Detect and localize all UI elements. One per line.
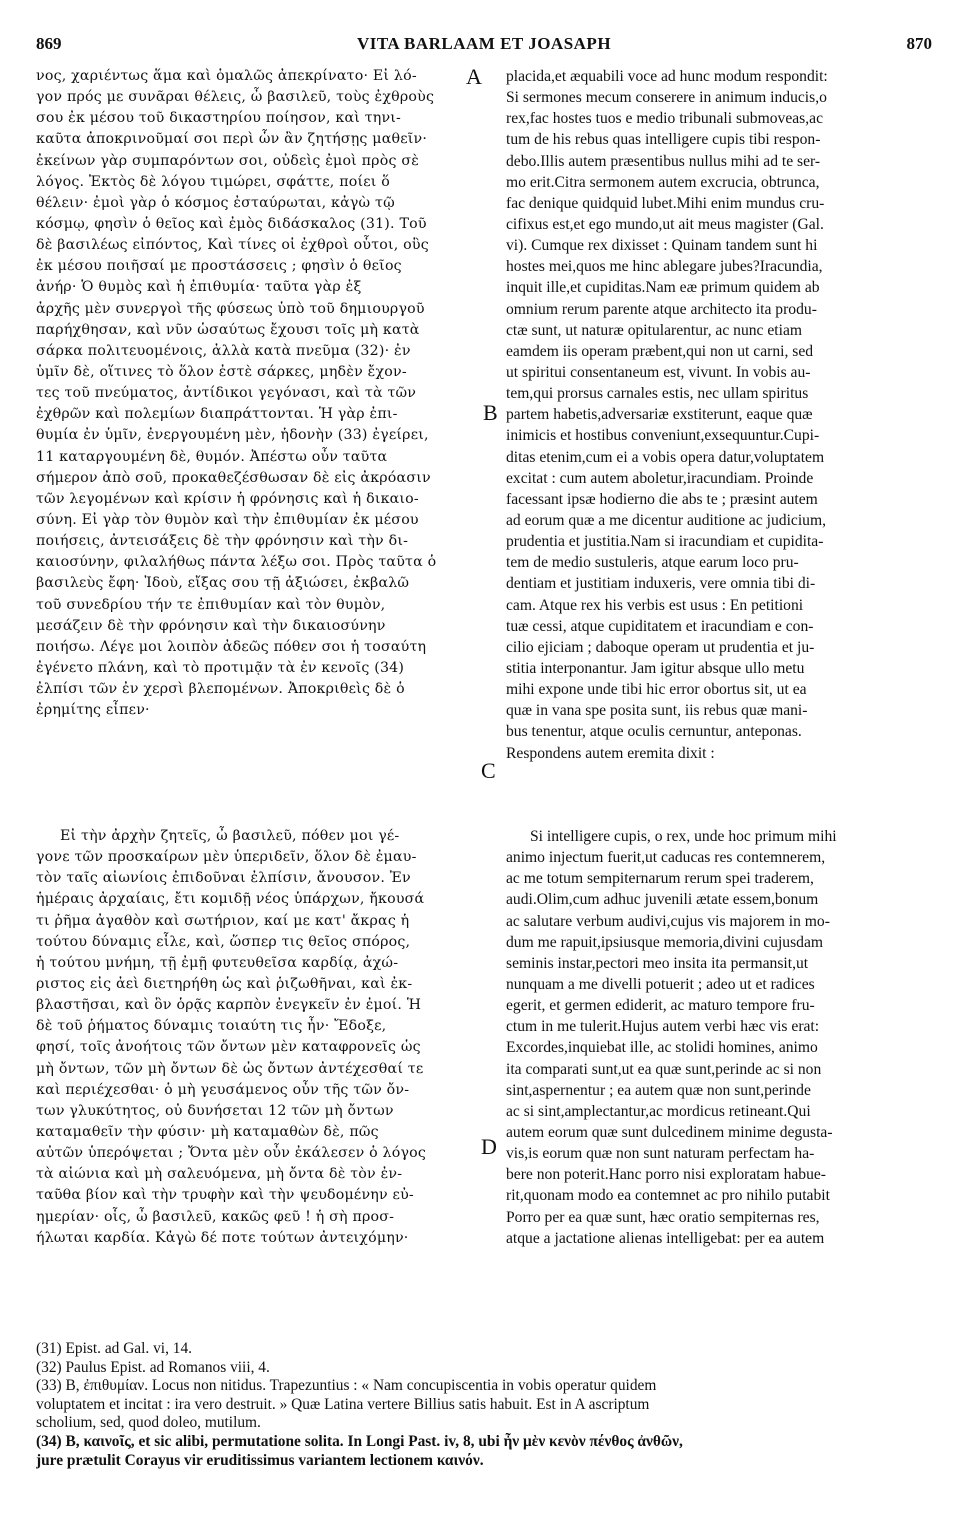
greek-text-line: τι ῥῆμα ἀγαθὸν καὶ σωτήριον, καί με κατ' ἄκρας ἡ: [36, 912, 410, 929]
latin-text-line: excitat : cum autem aboletur,iracundiam. Proinde: [506, 469, 814, 487]
latin-text-line: mo erit.Citra sermonem autem excrucia, obtrunca,: [506, 173, 820, 191]
greek-text-line: ἡ τούτου μνήμη, τῇ ἐμῇ φυτευθεῖσα καρδίᾳ, ἀχώ-: [36, 954, 399, 971]
latin-text-line: omnium rerum parente atque architecto ita produ-: [506, 300, 817, 318]
latin-text-line: inimicis et hostibus conveniunt,exsequuntur.Cupi-: [506, 427, 820, 445]
latin-text-line: bere non poterit.Hanc porro nisi exploratam habue-: [506, 1166, 826, 1184]
greek-text-line: αὐτῶν ὑπερόψεται ; Ὄντα μὲν οὖν ἐκάλεσεν ὁ λόγος: [36, 1145, 427, 1162]
greek-text-line: καὶ περιέχεσθαι· ὁ μὴ γευσάμενος οὖν τῆς τῶν ὄν-: [36, 1081, 410, 1098]
latin-text-line: nunquam a me divelli potuerit ; adeo ut et radices: [506, 975, 815, 993]
latin-text-line: Excordes,inquiebat ille, ac stolidi homines, animo: [506, 1039, 818, 1057]
latin-text-line: placida,et æquabili voce ad hunc modum respondit:: [506, 68, 828, 85]
greek-text-line: ἐρημίτης εἶπεν·: [36, 702, 150, 719]
greek-column-paragraph-2: [36, 826, 488, 1249]
greek-text-line: λόγος. Ἐκτὸς δὲ λόγου τιμώρει, σφάττε, ποίει ὅ: [36, 173, 391, 190]
latin-text-line: ac salutare verbum audivi,cujus vis majorem in mo-: [506, 912, 830, 930]
latin-text-line: ad eorum quæ a me dicentur auditione ac judicium,: [506, 511, 827, 529]
latin-text-line: rex,fac hostes tuos e medio tribunali submoveas,ac: [506, 110, 823, 128]
greek-text-line: καταμαθεῖν τὴν φύσιν· μὴ καταμαθὼν δὲ, πῶς: [36, 1123, 379, 1140]
greek-text-line: σήμερον ἀπὸ σοῦ, προκαθεζέσθωσαν δὲ εἰς ἀκρόασιν: [36, 469, 431, 486]
greek-text-line: γονε τῶν προσκαίρων μὲν ὑπεριδεῖν, ὅλον δὲ ἐμαυ-: [36, 849, 417, 866]
greek-text-line: τοῦ συνεδρίου τήν τε ἐπιθυμίαν καὶ τὸν θυμὸν,: [36, 596, 386, 613]
greek-column-paragraph-1: [36, 66, 488, 721]
latin-text-line: atque a jactatione alienas intelligebat: per ea autem: [506, 1229, 825, 1247]
latin-text-line: ac si sint,amplectantur,ac mordicus retineant.Qui: [506, 1102, 811, 1120]
latin-text-line: fac denique quidquid lubet.Mihi enim mundus cru-: [506, 194, 825, 212]
footnote-line: voluptatem et incitat : ira vero destruit. » Quæ Latina vertere Billius satis habuit. Est in A ascriptum: [36, 1395, 650, 1413]
latin-text-line: stitia interponantur. Jam igitur absque ullo metu: [506, 659, 805, 677]
greek-text-line: μὴ ὄντων, τῶν μὴ ὄντων δὲ ὡς ὄντων ἀντέχεσθαί τε: [36, 1060, 424, 1077]
greek-text-line: ἡμέραις ἀρχαίαις, ἔτι κομιδῇ νέος ὑπάρχων, ἤκουσά: [36, 891, 425, 908]
latin-text-line: Si intelligere cupis, o rex, unde hoc primum mihi: [530, 828, 837, 845]
greek-text-line: γον πρός με συνᾶραι θέλεις, ὦ βασιλεῦ, τοὺς ἐχθροὺς: [36, 89, 435, 106]
latin-text-line: cifixus est,et ego mundo,ut ait meus magister (Gal.: [506, 215, 824, 233]
greek-text-line: των γλυκύτητος, οὐ δυνήσεται 12 τῶν μὴ ὄντων: [36, 1102, 394, 1119]
greek-text-line: ποιήσεις, ἀντεισάξεις δὲ τὴν φρόνησιν καὶ τὴν δι-: [36, 533, 409, 550]
latin-text-line: cilio ejiciam ; daboque operam ut prudentia et ju-: [506, 638, 815, 656]
latin-text-line: audi.Olim,cum adhuc juvenili ætate essem,bonum: [506, 891, 819, 909]
greek-text-line: φησί, τοῖς ἀνοήτοις τῶν ὄντων μὲν καταφρονεῖς ὡς: [36, 1039, 421, 1056]
latin-text-line: tum de his rebus quas intelligere cupis tibi respon-: [506, 131, 821, 149]
greek-text-line: τες τοῦ πνεύματος, ἀντίδικοι γεγόνασι, καὶ τὰ τῶν: [36, 385, 417, 402]
latin-text-line: quæ in vana spe posita sunt, iis rebus quæ mani-: [506, 702, 808, 720]
running-title: VITA BARLAAM ET JOASAPH: [356, 34, 612, 53]
latin-text-line: vis,is eorum quæ non sunt naturam perfectam ha-: [506, 1145, 815, 1163]
greek-text-line: δὲ βασιλέως εἰπόντος, Καὶ τίνες οἱ ἐχθροὶ οὗτοι, οὓς: [36, 237, 429, 254]
greek-text-line: σύνη. Εἰ γὰρ τὸν θυμὸν καὶ τὴν ἐπιθυμίαν ἐκ μέσου: [36, 511, 419, 528]
latin-text-line: inquit ille,et cupiditas.Nam eæ primum quidem ab: [506, 279, 820, 297]
margin-marker-b: B: [483, 400, 498, 425]
latin-text-line: sint,aspernentur ; ea autem quæ non sunt,perinde: [506, 1081, 811, 1099]
greek-text-line: ήλωται καρδία. Κἀγὼ δέ ποτε τούτων ἀντειχόμην·: [36, 1229, 409, 1246]
latin-text-line: vi). Cumque rex dixisset : Quinam tandem sunt hi: [506, 237, 818, 255]
footnote-line: jure prætulit Corayus vir eruditissimus variantem lectionem καινόν.: [36, 1451, 484, 1469]
latin-text-line: prudentia et justitia.Nam si iracundiam et cupidita-: [506, 533, 824, 551]
greek-text-line: δὲ τοῦ ῥήματος δύναμις τοιαύτη τις ἦν· Ἔδοξε,: [36, 1018, 387, 1035]
latin-text-line: dum me rapuit,ipsiusque memoria,divini cujusdam: [506, 933, 824, 951]
footnote-line: (33) B, ἐπιθυμίαν. Locus non nitidus. Trapezuntius : « Nam concupiscentia in vobis operatur quidem: [36, 1377, 657, 1395]
greek-text-line: βλαστῆσαι, καὶ ὃν ὁρᾷς καρπὸν ἐνεγκεῖν ἐν ἐμοί. Ἡ: [36, 997, 422, 1014]
latin-text-line: tuæ cessi, atque cupiditatem et iracundiam e con-: [506, 617, 814, 635]
greek-text-line: παρήχθησαν, καὶ νῦν ὡσαύτως ἔχουσι τοῖς μὴ κατὰ: [36, 321, 420, 338]
greek-text-line: ριστος εἰς ἀεὶ διετηρήθη ὡς καὶ ῥιζωθῆναι, καὶ ἐκ-: [36, 975, 413, 992]
greek-text-line: τούτου δύναμις εἷλε, καὶ, ὥσπερ τις θεῖος σπόρος,: [36, 933, 411, 950]
footnote-line: (31) Epist. ad Gal. vi, 14.: [36, 1340, 193, 1357]
greek-text-line: ἐγένετο πλάνη, καὶ τὸ προτιμᾷν τὰ ἐν κενοῖς (34): [36, 659, 405, 676]
greek-text-line: θέλειν· ἐμοὶ γὰρ ὁ κόσμος ἐσταύρωται, κἀγὼ τῷ: [36, 194, 395, 211]
greek-text-line: θυμία ἐν ὑμῖν, ἐνεργουμένη μὲν, ἡδονὴν (33) ἐγείρει,: [36, 427, 429, 444]
greek-text-line: Εἰ τὴν ἀρχὴν ζητεῖς, ὦ βασιλεῦ, πόθεν μοι γέ-: [60, 828, 400, 844]
latin-text-line: tem de medio sustuleris, atque earum loco pru-: [506, 554, 799, 572]
greek-text-line: νος, χαριέντως ἅμα καὶ ὁμαλῶς ἀπεκρίνατο· Εἰ λό-: [36, 68, 417, 84]
latin-text-line: ctum in me tulerit.Hujus autem verbi hæc vis erat:: [506, 1018, 820, 1036]
greek-text-line: ημερίαν· οἷς, ὦ βασιλεῦ, κακῶς φεῦ ! ἡ σὴ προσ-: [36, 1208, 395, 1225]
latin-text-line: ut spiritui consentaneum est, vivunt. In vobis au-: [506, 363, 811, 381]
latin-text-line: facessant ipsæ hodierno die abs te ; præsint autem: [506, 490, 818, 508]
page-number-left: 869: [36, 34, 62, 53]
latin-text-line: bus tenentur, atque oculis cernuntur, anteponas.: [506, 723, 802, 741]
greek-text-line: σου ἐκ μέσου τοῦ δικαστηρίου ποίησον, καὶ τηνι-: [36, 110, 402, 127]
greek-text-line: καῦτα ἀποκρινοῦμαί σοι περὶ ὧν ἂν ζητήσῃς μαθεῖν·: [36, 131, 428, 148]
greek-text-line: βασιλεὺς ἔφη· Ἰδοὺ, εἴξας σου τῇ ἀξιώσει, ἐκβαλῶ: [36, 575, 410, 592]
greek-text-line: 11 καταργουμένη δὲ, θυμόν. Ἀπέστω οὖν ταῦτα: [36, 448, 388, 465]
latin-text-line: egerit, et germen ediderit, ac maturo tempore fru-: [506, 997, 815, 1015]
latin-text-line: ac me totum sempiternarum rerum spei traderem,: [506, 870, 814, 888]
running-header: [36, 34, 932, 58]
latin-text-line: rit,quonam modo ea contemnet ac pro nihilo putabit: [506, 1187, 830, 1205]
latin-text-line: tem,qui prorsus carnales estis, nec ullam spiritus: [506, 385, 809, 403]
latin-text-line: Si sermones mecum conserere in animum inducis,o: [506, 89, 827, 107]
greek-text-line: τὰ αἰώνια καὶ μὴ σαλευόμενα, μὴ ὄντα δὲ τὸν ἐν-: [36, 1166, 403, 1183]
latin-text-line: autem eorum quæ sunt dulcedinem minime degusta-: [506, 1123, 833, 1141]
latin-text-line: ita comparati sunt,ut ea quæ sunt,perinde ac si non: [506, 1060, 822, 1078]
greek-text-line: ἐκ μέσου ποιῆσαί με προστάσσεις ; φησὶν ὁ θεῖος: [36, 258, 402, 275]
greek-text-line: κόσμῳ, φησὶν ὁ θεῖος καὶ ἐμὸς διδάσκαλος (31). Τοῦ: [36, 215, 427, 232]
greek-text-line: σάρκα πολιτευομένοις, ἀλλὰ κατὰ πνεῦμα (32)· ἐν: [36, 342, 411, 359]
margin-marker-a: A: [466, 64, 482, 89]
latin-text-line: mihi expone unde tibi hic error obortus sit, ut ea: [506, 681, 807, 699]
latin-text-line: eamdem iis operam præbent,qui non ut carni, sed: [506, 342, 814, 360]
greek-text-line: τὸν ταῖς αἰωνίοις ἐπιδοῦναι ἐλπίσιν, ἄνουσον. Ἐν: [36, 870, 411, 887]
latin-column-paragraph-2: [506, 826, 936, 1249]
margin-marker-c: C: [481, 758, 496, 783]
latin-text-line: debo.Illis autem præsentibus nullus mihi ad te ser-: [506, 152, 821, 170]
greek-text-line: καιοσύνην, φιλαλήθως πάντα λέξω σοι. Πρὸς ταῦτα ὁ: [36, 554, 437, 571]
greek-text-line: ἐλπίσι τῶν ἐν χερσὶ βλεπομένων. Ἀποκριθεὶς δὲ ὁ: [36, 681, 405, 698]
footnote-line: (34) B, καινοῖς, et sic alibi, permutatione solita. In Longi Past. iv, 8, ubi ἦν μὲν κενὸν πένθος ἀνθῶν,: [36, 1432, 683, 1450]
greek-text-line: ἀνήρ· Ὁ θυμὸς καὶ ἡ ἐπιθυμία· ταῦτα γὰρ ἐξ: [36, 279, 362, 296]
latin-text-line: seminis instar,pectori meo insita ita permansit,ut: [506, 954, 809, 972]
latin-text-line: partem habetis,adversariæ exstiterunt, eaque quæ: [506, 406, 813, 424]
greek-text-line: ἐχθρῶν καὶ πολεμίων διαπράττονται. Ἡ γὰρ ἐπι-: [36, 406, 398, 423]
latin-text-line: dentiam et justitiam induxeris, vere omnia tibi di-: [506, 575, 816, 593]
latin-text-line: Respondens autem eremita dixit :: [506, 744, 715, 762]
latin-text-line: ctæ sunt, ut naturæ opitularentur, ac nunc etiam: [506, 321, 803, 339]
greek-text-line: ἐκείνων γὰρ συμπαρόντων σοι, οὐδεὶς ἐμοὶ πρὸς σὲ: [36, 152, 420, 169]
greek-text-line: ἀρχῆς μὲν συνεργοὶ τῆς φύσεως ὑπὸ τοῦ δημιουργοῦ: [36, 300, 425, 317]
latin-text-line: animo injectum fuerit,ut caducas res contemnerem,: [506, 849, 826, 867]
latin-text-line: Porro per ea quæ sunt, hæc oratio sempiternas res,: [506, 1208, 820, 1226]
greek-text-line: μεσάζειν δὲ τὴν φρόνησιν καὶ τὴν δικαιοσύνην: [36, 617, 386, 634]
latin-text-line: hostes mei,quos me hinc ablegare jubes?Iracundia,: [506, 258, 823, 276]
greek-text-line: τῶν λεγομένων καὶ κρίσιν ἡ φρόνησις καὶ ἡ δικαιο-: [36, 490, 419, 507]
greek-text-line: ποιήσω. Λέγε μοι λοιπὸν ἀδεῶς πόθεν σοι ἡ τοσαύτη: [36, 638, 427, 655]
footnote-line: (32) Paulus Epist. ad Romanos viii, 4.: [36, 1358, 270, 1376]
footnotes: [36, 1340, 932, 1470]
page-number-right: 870: [906, 34, 932, 53]
margin-marker-d: D: [481, 1134, 497, 1159]
latin-text-line: cam. Atque rex his verbis est usus : En petitioni: [506, 596, 804, 614]
greek-text-line: ταῦθα βίον καὶ τὴν τρυφὴν καὶ τὴν ψευδομένην εὐ-: [36, 1187, 414, 1204]
latin-column-paragraph-1: [506, 66, 936, 764]
footnote-line: scholium, sed, quod doleo, mutilum.: [36, 1414, 261, 1432]
greek-text-line: ὑμῖν δὲ, οἵτινες τὸ ὅλον ἐστὲ σάρκες, μηδὲν ἔχον-: [36, 363, 407, 380]
latin-text-line: ditas etenim,cum ei a vobis opera datur,voluptatem: [506, 448, 825, 466]
